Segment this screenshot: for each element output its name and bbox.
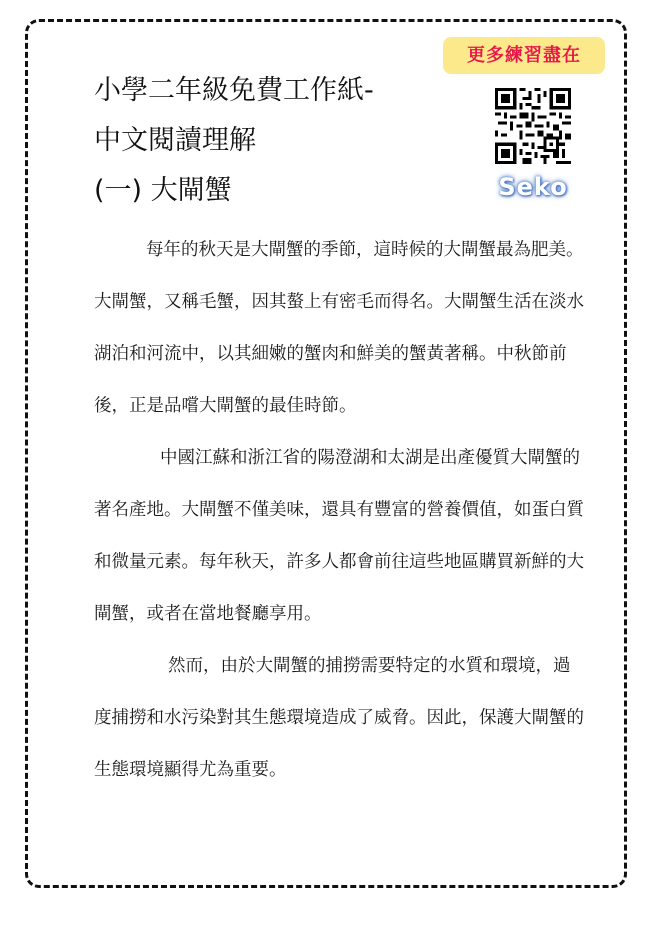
title-line-2: 中文閱讀理解: [94, 125, 256, 156]
title-line-1: 小學二年級免費工作紙-: [94, 75, 374, 106]
title-line-3: (一) 大閘蟹: [94, 175, 232, 206]
seko-logo: Seko: [498, 173, 568, 201]
qr-code-icon[interactable]: [495, 88, 571, 164]
reading-passage: [94, 224, 584, 796]
passage-paragraph-1: 每年的秋天是大閘蟹的季節，這時候的大閘蟹最為肥美。大閘蟹，又稱毛蟹，因其螯上有密毛而得名。大閘蟹生活在淡水湖泊和河流中，以其細嫩的蟹肉和鮮美的蟹黃著稱。中秋節前後，正是品嚐大閘蟹的最佳時節。: [94, 240, 584, 416]
worksheet-title: [94, 66, 374, 216]
promo-banner: 更多練習盡在: [443, 37, 605, 74]
passage-paragraph-2: 中國江蘇和浙江省的陽澄湖和太湖是出產優質大閘蟹的著名產地。大閘蟹不僅美味，還具有豐富的營養價值，如蛋白質和微量元素。每年秋天，許多人都會前往這些地區購買新鮮的大閘蟹，或者在當地餐廳享用。: [94, 448, 584, 624]
passage-paragraph-3: 然而，由於大閘蟹的捕撈需要特定的水質和環境，過度捕撈和水污染對其生態環境造成了威脅。因此，保護大閘蟹的生態環境顯得尤為重要。: [94, 656, 584, 780]
